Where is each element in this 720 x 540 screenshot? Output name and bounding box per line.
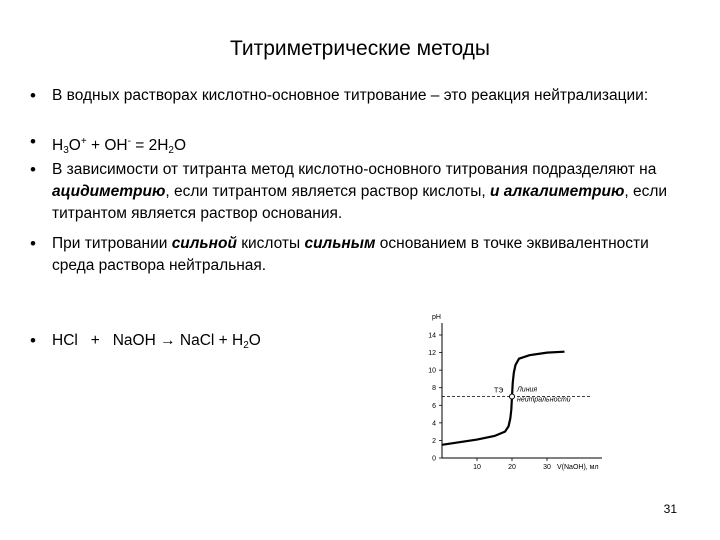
- y-tick-label: 12: [428, 350, 436, 358]
- page-number: 31: [663, 502, 677, 516]
- eq-part: + OH: [86, 137, 128, 154]
- eq-subscript: 2: [243, 340, 249, 351]
- equivalence-point-label: ТЭ: [494, 387, 504, 395]
- x-tick-label: 10: [473, 464, 481, 471]
- eq-part: O: [68, 137, 81, 154]
- y-tick-label: 6: [432, 402, 436, 410]
- term-strong-base: сильным: [304, 235, 376, 252]
- eq-subscript: 3: [63, 145, 69, 156]
- y-tick-label: 0: [432, 455, 436, 463]
- y-axis-label: pH: [432, 314, 441, 321]
- arrow-icon: →: [160, 332, 176, 349]
- y-tick-label: 14: [428, 332, 436, 340]
- slide-title: Титриметрические методы: [229, 37, 491, 60]
- term-alkalimetry: и алкалиметрию: [489, 183, 625, 200]
- eq-subscript: 2: [168, 145, 174, 156]
- bullet-strong-acid-base: [52, 233, 692, 277]
- eq-part: HCl + NaOH: [52, 332, 161, 349]
- eq-superscript: +: [80, 136, 87, 147]
- eq-part: O: [173, 137, 187, 154]
- y-tick-label: 2: [432, 437, 436, 445]
- x-tick-label: 30: [543, 464, 551, 471]
- eq-part: NaCl + H: [175, 332, 244, 349]
- x-tick-label: 20: [508, 464, 516, 471]
- eq-part: = 2H: [130, 137, 169, 154]
- y-tick-label: 10: [428, 367, 436, 375]
- neutrality-line-label: Линия: [517, 386, 538, 394]
- equivalence-point: [510, 394, 515, 399]
- bullet-text: , если титрантом является раствор кислоты,: [165, 183, 490, 200]
- bullet-text: В зависимости от титранта метод кислотно-основного титрования подразделяют на: [52, 161, 657, 178]
- bullet-neutralization: [52, 85, 692, 107]
- bullet-text: , если титрантом является раствор основания.: [52, 183, 668, 222]
- bullet-equation: [52, 131, 692, 162]
- term-strong-acid: сильной: [171, 235, 237, 252]
- term-acidimetry: ацидиметрию: [52, 183, 166, 200]
- bullet-text: При титровании: [52, 235, 172, 252]
- neutrality-line-label: нейтральности: [517, 396, 571, 404]
- titration-chart: [410, 305, 640, 475]
- eq-part: O: [248, 332, 261, 349]
- bullet-titrant-methods: [52, 159, 692, 225]
- bullet-text: основанием в точке эквивалентности среда раствора нейтральная.: [52, 235, 649, 274]
- y-tick-label: 4: [432, 420, 436, 428]
- x-axis-label: V(NaOH), мл: [557, 464, 599, 471]
- bullet-text: В водных растворах кислотно-основное титрование – это реакция нейтрализации:: [52, 87, 649, 104]
- eq-superscript: -: [127, 136, 131, 147]
- bullet-text: кислоты: [236, 235, 305, 252]
- eq-part: H: [52, 137, 64, 154]
- y-tick-label: 8: [432, 385, 436, 393]
